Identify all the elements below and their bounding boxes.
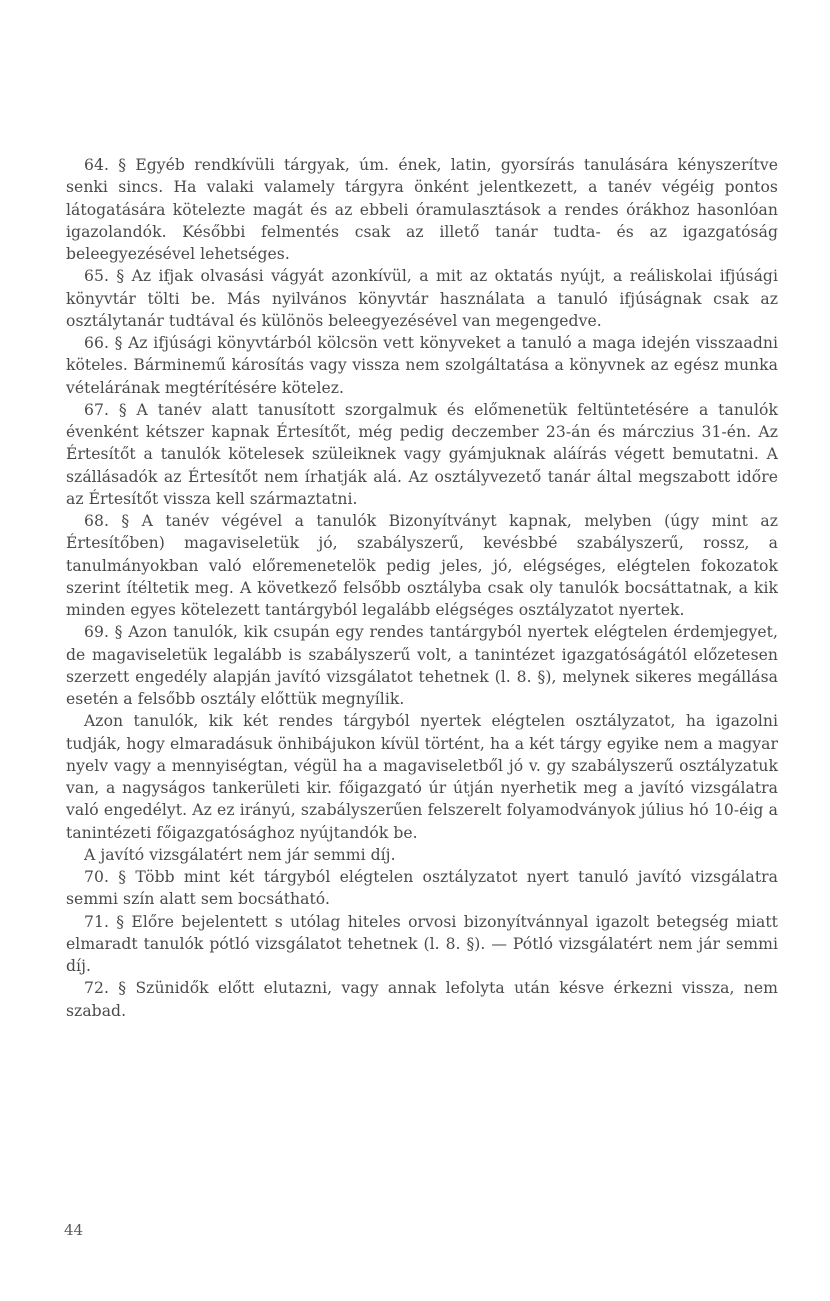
paragraph-67: 67. § A tanév alatt tanusított szorgalmuk és előmenetük feltüntetésére a tanulók évenként kétszer kapnak Értesítőt, még pedig deczember 23-án és márczius 31-én. Az Értesítőt a tanulók kötelesek szüleiknek vagy gyámjuknak aláírás végett bemutatni. A szállásadók az Értesítőt nem írhatják alá. Az osztályvezető tanár által megszabott időre az Értesítőt vissza kell származtatni. <box>66 400 778 508</box>
paragraph-66: 66. § Az ifjúsági könyvtárból kölcsön vett könyveket a tanuló a maga idején visszaadni köteles. Bárminemű károsítás vagy vissza nem szolgáltatása a könyvnek az egész munka vételárának megtérítésére kötelez. <box>66 334 778 397</box>
page-number: 44 <box>64 1221 84 1239</box>
paragraph-68: 68. § A tanév végével a tanulók Bizonyítványt kapnak, melyben (úgy mint az Értesítőben) magaviseletük jó, szabályszerű, kevésbbé szabályszerű, rossz, a tanulmányokban való előremenetelök pedig jeles, jó, elégséges, elégtelen fokozatok szerint ítéltetik meg. A következő felsőbb osztályba csak oly tanulók bocsáttatnak, a kik minden egyes kötelezett tantárgyból legalább elégséges osztályzatot nyertek. <box>66 512 778 619</box>
paragraph-70: 70. § Több mint két tárgyból elégtelen osztályzatot nyert tanuló javító vizsgálatra semmi szín alatt sem bocsátható. <box>66 868 778 909</box>
body-text <box>66 154 778 1022</box>
paragraph-69-fee-note: A javító vizsgálatért nem jár semmi díj. <box>84 845 396 864</box>
paragraph-65: 65. § Az ifjak olvasási vágyát azonkívül, a mit az oktatás nyújt, a reáliskolai ifjúsági könyvtár tölti be. Más nyilvános könyvtár használata a tanuló ifjúságnak csak az osztálytanár tudtával és különös beleegyezésével van megengedve. <box>66 267 778 330</box>
paragraph-72: 72. § Szünidők előtt elutazni, vagy annak lefolyta után késve érkezni vissza, nem szabad. <box>66 979 778 1020</box>
paragraph-69-continued: Azon tanulók, kik két rendes tárgyból nyertek elégtelen osztályzatot, ha igazolni tudják, hogy elmaradásuk önhibájukon kívül történt, ha a két tárgy egyike nem a magyar nyelv vagy a mennyiségtan, végül ha a magaviseletből jó v. gy szabályszerű osztályzatuk van, a nagyságos tankerületi kir. főigazgató úr útján nyerhetik meg a javító vizsgálatra való engedélyt. Az ez irányú, szabályszerűen felszerelt folyamodványok július hó 10-éig a tanintézeti főigazgatósághoz nyújtandók be. <box>66 712 778 842</box>
paragraph-71: 71. § Előre bejelentett s utólag hiteles orvosi bizonyítvánnyal igazolt betegség miatt elmaradt tanulók pótló vizsgálatot tehetnek (l. 8. §). — Pótló vizsgálatért nem jár semmi díj. <box>66 912 778 975</box>
paragraph-69: 69. § Azon tanulók, kik csupán egy rendes tantárgyból nyertek elégtelen érdemjegyet, de magaviseletük legalább is szabályszerű volt, a tanintézet igazgatóságától előzetesen szerzett engedély alapján javító vizsgálatot tehetnek (l. 8. §), melynek sikeres megállása esetén a felsőbb osztály előttük megnyílik. <box>66 623 778 708</box>
paragraph-64: 64. § Egyéb rendkívüli tárgyak, úm. ének, latin, gyorsírás tanulására kényszerítve senki sincs. Ha valaki valamely tárgyra önként jelentkezett, a tanév végéig pontos látogatására kötelezte magát és az ebbeli óramulasztások a rendes órákhoz hasonlóan igazolandók. Későbbi felmentés csak az illető tanár tudta- és az igazgatóság beleegyezésével lehetséges. <box>66 156 778 263</box>
